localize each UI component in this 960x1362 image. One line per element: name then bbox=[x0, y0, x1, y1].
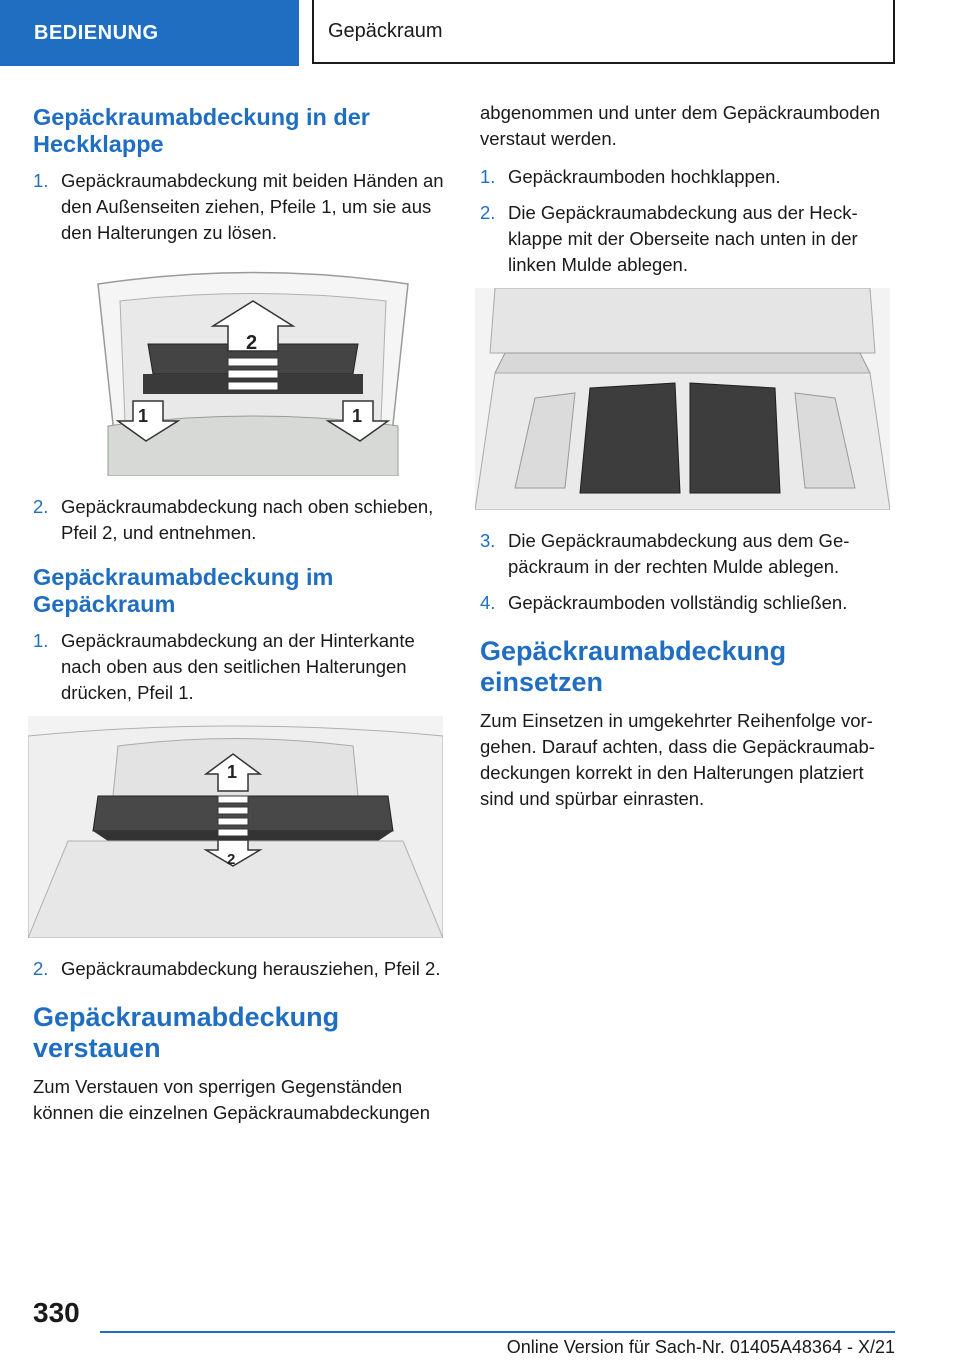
steps-heckklappe bbox=[33, 168, 453, 246]
figure-label-1a: 1 bbox=[138, 406, 149, 426]
step-text: Gepäckraumabdeckung mit beiden Händen an den Außenseiten ziehen, Pfeile 1, um sie aus den Halterungen zu lösen. bbox=[61, 170, 444, 243]
heading-gepaeckraum: Gepäckraumabdeckung im Gepäckraum bbox=[33, 564, 334, 617]
step-number: 3. bbox=[480, 530, 496, 551]
chapter-title: Gepäckraum bbox=[328, 19, 443, 42]
step-number: 4. bbox=[480, 592, 496, 613]
page-number: 330 bbox=[33, 1297, 80, 1328]
footer-text: Online Version für Sach-Nr. 01405A48364 - X/21 bbox=[506, 1337, 895, 1357]
paragraph-verstauen: Zum Verstauen von sperrigen Gegenständen können die einzelnen Gepäckraumabdeckungen bbox=[33, 1076, 431, 1123]
list-item bbox=[33, 628, 453, 706]
list-item bbox=[33, 168, 453, 246]
section-label: BEDIENUNG bbox=[34, 21, 159, 44]
steps-gepaeckraum-continued bbox=[33, 956, 453, 982]
step-text: Gepäckraumabdeckung herausziehen, Pfeil 2. bbox=[61, 958, 441, 979]
step-number: 2. bbox=[33, 958, 49, 979]
list-item bbox=[33, 494, 453, 546]
list-item bbox=[480, 164, 900, 190]
step-text: Die Gepäckraumabdeckung aus der Heckklappe mit der Oberseite nach unten in der linken Mulde ablegen. bbox=[508, 202, 858, 275]
chapter-header bbox=[312, 0, 895, 64]
step-text: Gepäckraumboden vollständig schließen. bbox=[508, 592, 848, 613]
list-item bbox=[480, 528, 900, 580]
heading-verstauen: Gepäckraumabdeckung verstauen bbox=[33, 1002, 340, 1063]
figure-label-1b: 1 bbox=[352, 406, 363, 426]
step-text: Gepäckraumabdeckung nach oben schieben, Pfeil 2, und entnehmen. bbox=[61, 496, 434, 543]
paragraph-einsetzen: Zum Einsetzen in umgekehrter Reihenfolge vorgehen. Darauf achten, dass die Gepäckraumabdeckungen korrekt in den Halterungen platziert sind und spürbar einrasten. bbox=[480, 710, 875, 809]
figure-verstauen bbox=[475, 288, 890, 510]
heading-heckklappe: Gepäckraumabdeckung in der Heckklappe bbox=[33, 104, 370, 157]
steps-heckklappe-continued bbox=[33, 494, 453, 546]
steps-verstauen-continued bbox=[480, 528, 900, 616]
list-item bbox=[33, 956, 453, 982]
figure-gepaeckraum bbox=[28, 716, 443, 938]
right-column bbox=[480, 100, 900, 824]
heading-einsetzen: Gepäckraumabdeckung einsetzen bbox=[480, 636, 787, 697]
step-text: Gepäckraumboden hochklappen. bbox=[508, 166, 781, 187]
figure-label-2: 2 bbox=[227, 851, 236, 868]
list-item bbox=[480, 590, 900, 616]
section-tab bbox=[0, 0, 299, 66]
step-text: Gepäckraumabdeckung an der Hinterkante nach oben aus den seitlichen Halterungen drücken, Pfeil 1. bbox=[61, 630, 415, 703]
step-number: 1. bbox=[33, 170, 49, 191]
step-number: 1. bbox=[33, 630, 49, 651]
left-column bbox=[33, 104, 453, 1138]
step-number: 1. bbox=[480, 166, 496, 187]
step-text: Die Gepäckraumabdeckung aus dem Gepäckraum in der rechten Mulde ablegen. bbox=[508, 530, 850, 577]
figure-label-1: 1 bbox=[227, 762, 238, 782]
list-item bbox=[480, 200, 900, 278]
figure-label-2: 2 bbox=[246, 332, 258, 354]
footer-divider bbox=[100, 1331, 895, 1333]
figure-heckklappe bbox=[88, 256, 418, 476]
step-number: 2. bbox=[33, 496, 49, 517]
steps-verstauen bbox=[480, 164, 900, 278]
step-number: 2. bbox=[480, 202, 496, 223]
paragraph-continued: abgenommen und unter dem Gepäckraumboden verstaut werden. bbox=[480, 102, 881, 149]
steps-gepaeckraum bbox=[33, 628, 453, 706]
